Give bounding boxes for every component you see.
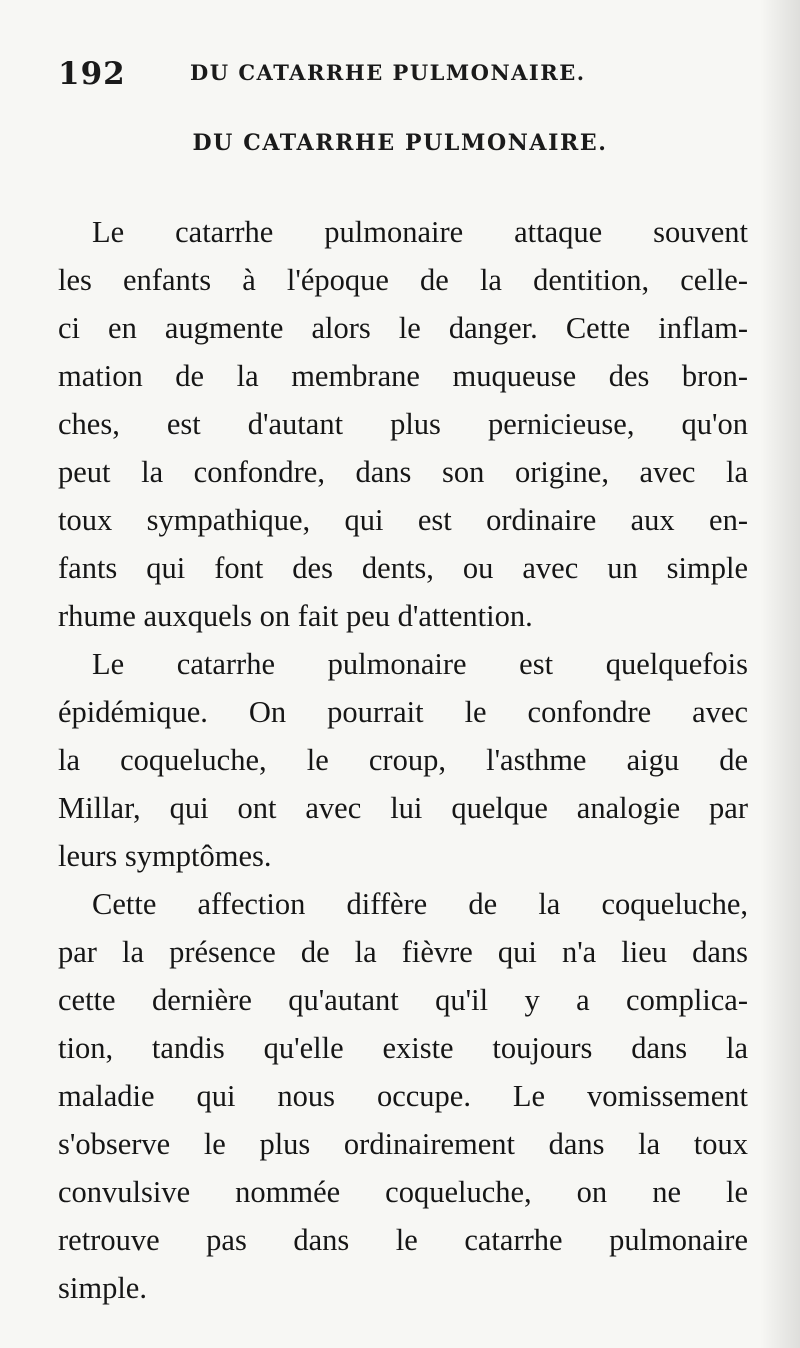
paragraph <box>58 880 748 1312</box>
section-heading: DU CATARRHE PULMONAIRE. <box>192 130 608 156</box>
text-line: ches, est d'autant plus pernicieuse, qu'on <box>58 407 748 441</box>
text-line: s'observe le plus ordinairement dans la toux <box>58 1127 748 1161</box>
text-line: Le catarrhe pulmonaire attaque souvent <box>92 215 748 249</box>
text-line: retrouve pas dans le catarrhe pulmonaire <box>58 1223 748 1257</box>
text-line: rhume auxquels on fait peu d'attention. <box>58 599 533 633</box>
paragraph <box>58 208 748 640</box>
text-line: simple. <box>58 1271 147 1305</box>
text-line: Millar, qui ont avec lui quelque analogie par <box>58 791 748 825</box>
text-line: Cette affection diffère de la coqueluche, <box>92 887 748 921</box>
text-line: peut la confondre, dans son origine, avec la <box>58 455 748 489</box>
text-line: mation de la membrane muqueuse des bron- <box>58 359 748 393</box>
text-line: fants qui font des dents, ou avec un simple <box>58 551 748 585</box>
text-line: Le catarrhe pulmonaire est quelquefois <box>92 647 748 681</box>
text-line: convulsive nommée coqueluche, on ne le <box>58 1175 748 1209</box>
body-text <box>58 208 748 1312</box>
text-line: maladie qui nous occupe. Le vomissement <box>58 1079 748 1113</box>
running-title: DU CATARRHE PULMONAIRE. <box>190 60 586 85</box>
running-head <box>58 56 758 96</box>
text-line: par la présence de la fièvre qui n'a lieu dans <box>58 935 748 969</box>
text-line: toux sympathique, qui est ordinaire aux en- <box>58 503 748 537</box>
text-line: les enfants à l'époque de la dentition, celle- <box>58 263 748 297</box>
paragraph <box>58 640 748 880</box>
text-line: la coqueluche, le croup, l'asthme aigu de <box>58 743 748 777</box>
text-line: ci en augmente alors le danger. Cette inflam- <box>58 311 748 345</box>
text-line: épidémique. On pourrait le confondre avec <box>58 695 748 729</box>
page-number: 192 <box>58 56 126 92</box>
text-line: tion, tandis qu'elle existe toujours dans la <box>58 1031 748 1065</box>
text-line: cette dernière qu'autant qu'il y a complica- <box>58 983 748 1017</box>
text-line: leurs symptômes. <box>58 839 272 873</box>
